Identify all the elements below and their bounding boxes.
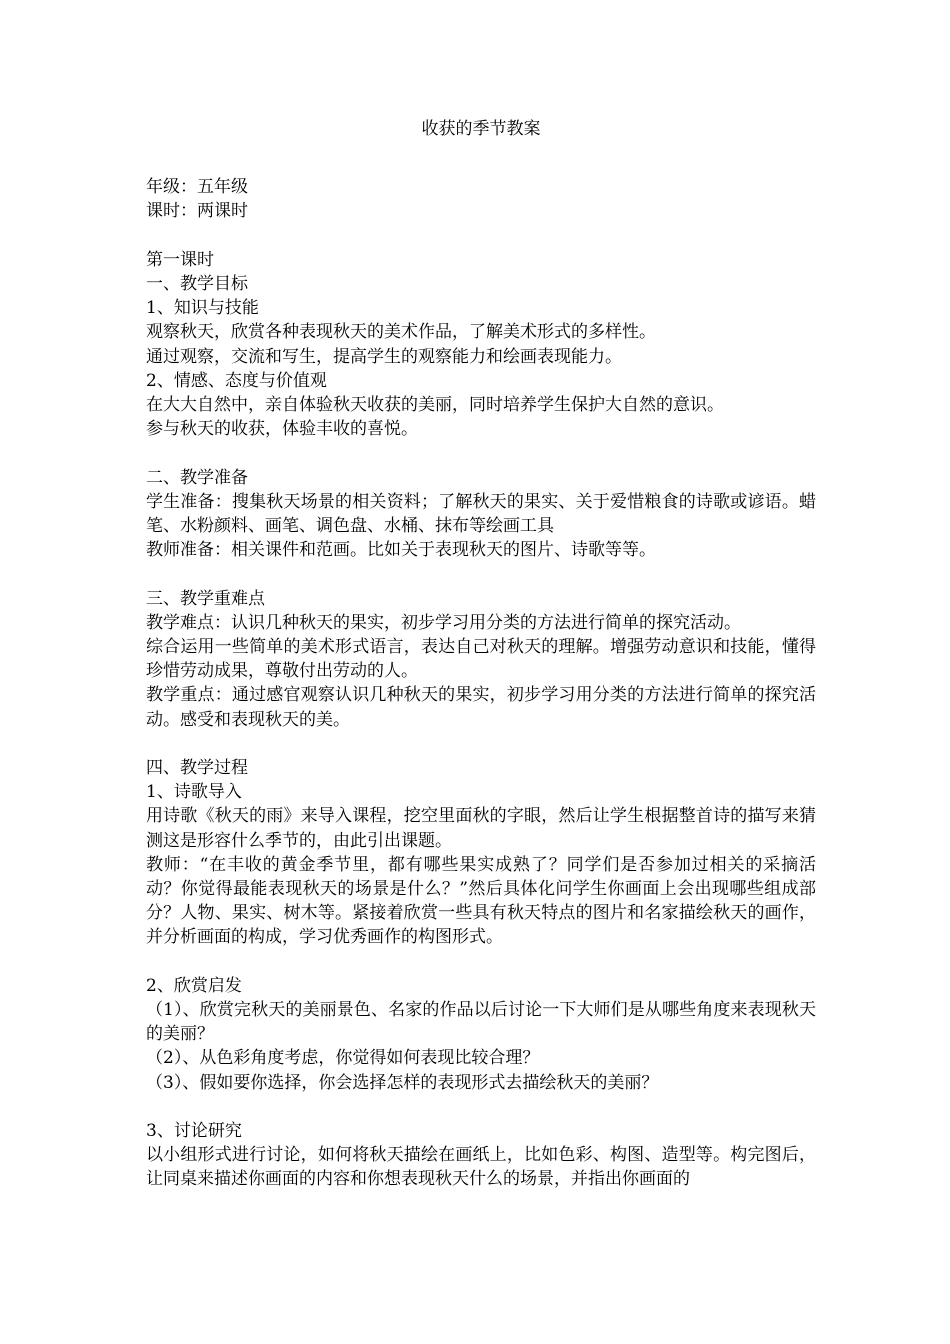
grade-line: 年级：五年级 xyxy=(146,177,248,198)
spacer xyxy=(146,1095,816,1119)
paragraph: 教师：“在丰收的黄金季节里，都有哪些果实成熟了？同学们是否参加过相关的采摘活动？你觉得最能表现秋天的场景是什么？”然后具体化问学生你画面上会出现哪些组成部分？人物、果实、树木等。紧接着欣赏一些具有秋天特点的图片和名家描绘秋天的画作，并分析画面的构成，学习优秀画作的构图形式。 xyxy=(146,854,816,948)
section-heading-key-points: 三、教学重难点 xyxy=(146,588,265,609)
paragraph: 参与秋天的收获，体验丰收的喜悦。 xyxy=(146,419,418,440)
lesson-heading: 第一课时 xyxy=(146,249,214,270)
question-item: （2）、从色彩角度考虑，你觉得如何表现比较合理？ xyxy=(146,1048,540,1069)
paragraph: 在大大自然中，亲自体验秋天收获的美丽，同时培养学生保护大自然的意识。 xyxy=(146,395,724,416)
paragraph: 教师准备：相关课件和范画。比如关于表现秋天的图片、诗歌等等。 xyxy=(146,540,656,561)
paragraph: 观察秋天，欣赏各种表现秋天的美术作品，了解美术形式的多样性。 xyxy=(146,322,656,343)
subheading-attitude: 2、情感、态度与价值观 xyxy=(146,370,327,391)
paragraph: 通过观察，交流和写生，提高学生的观察能力和绘画表现能力。 xyxy=(146,346,622,367)
paragraph: 用诗歌《秋天的雨》来导入课程，挖空里面秋的字眼，然后让学生根据整首诗的描写来猜测这是形容什么季节的，由此引出课题。 xyxy=(146,806,816,851)
spacer xyxy=(146,441,816,465)
section-heading-preparation: 二、教学准备 xyxy=(146,467,248,488)
section-heading-objectives: 一、教学目标 xyxy=(146,274,248,294)
paragraph: 教学难点：认识几种秋天的果实，初步学习用分类的方法进行简单的探究活动。 xyxy=(146,612,741,633)
document-page xyxy=(146,117,816,1192)
document-title: 收获的季节教案 xyxy=(421,119,541,139)
section-heading-process: 四、教学过程 xyxy=(146,758,248,779)
spacer xyxy=(146,562,816,586)
paragraph: 以小组形式进行讨论，如何将秋天描绘在画纸上，比如色彩、构图、造型等。构完图后，让同桌来描述你画面的内容和你想表现秋天什么的场景，并指出你画面的 xyxy=(146,1145,816,1190)
paragraph: 综合运用一些简单的美术形式语言，表达自己对秋天的理解。增强劳动意识和技能，懂得珍惜劳动成果，尊敬付出劳动的人。 xyxy=(146,637,816,682)
subheading-appreciation: 2、欣赏启发 xyxy=(146,975,242,996)
paragraph: 学生准备：搜集秋天场景的相关资料；了解秋天的果实、关于爱惜粮食的诗歌或谚语。蜡笔、水粉颜料、画笔、调色盘、水桶、抹布等绘画工具 xyxy=(146,491,816,537)
spacer xyxy=(146,224,816,248)
hours-line: 课时：两课时 xyxy=(146,201,248,222)
subheading-discussion: 3、讨论研究 xyxy=(146,1121,242,1142)
paragraph: 教学重点：通过感官观察认识几种秋天的果实，初步学习用分类的方法进行简单的探究活动。感受和表现秋天的美。 xyxy=(146,685,816,730)
spacer xyxy=(146,950,816,974)
subheading-poem-intro: 1、诗歌导入 xyxy=(146,782,242,803)
question-item: （1）、欣赏完秋天的美丽景色、名家的作品以后讨论一下大师们是从哪些角度来表现秋天的美丽？ xyxy=(146,1000,816,1045)
question-item: （3）、假如要你选择，你会选择怎样的表现形式去描绘秋天的美丽？ xyxy=(146,1072,659,1093)
spacer xyxy=(146,732,816,756)
subheading-knowledge: 1、知识与技能 xyxy=(146,298,259,319)
